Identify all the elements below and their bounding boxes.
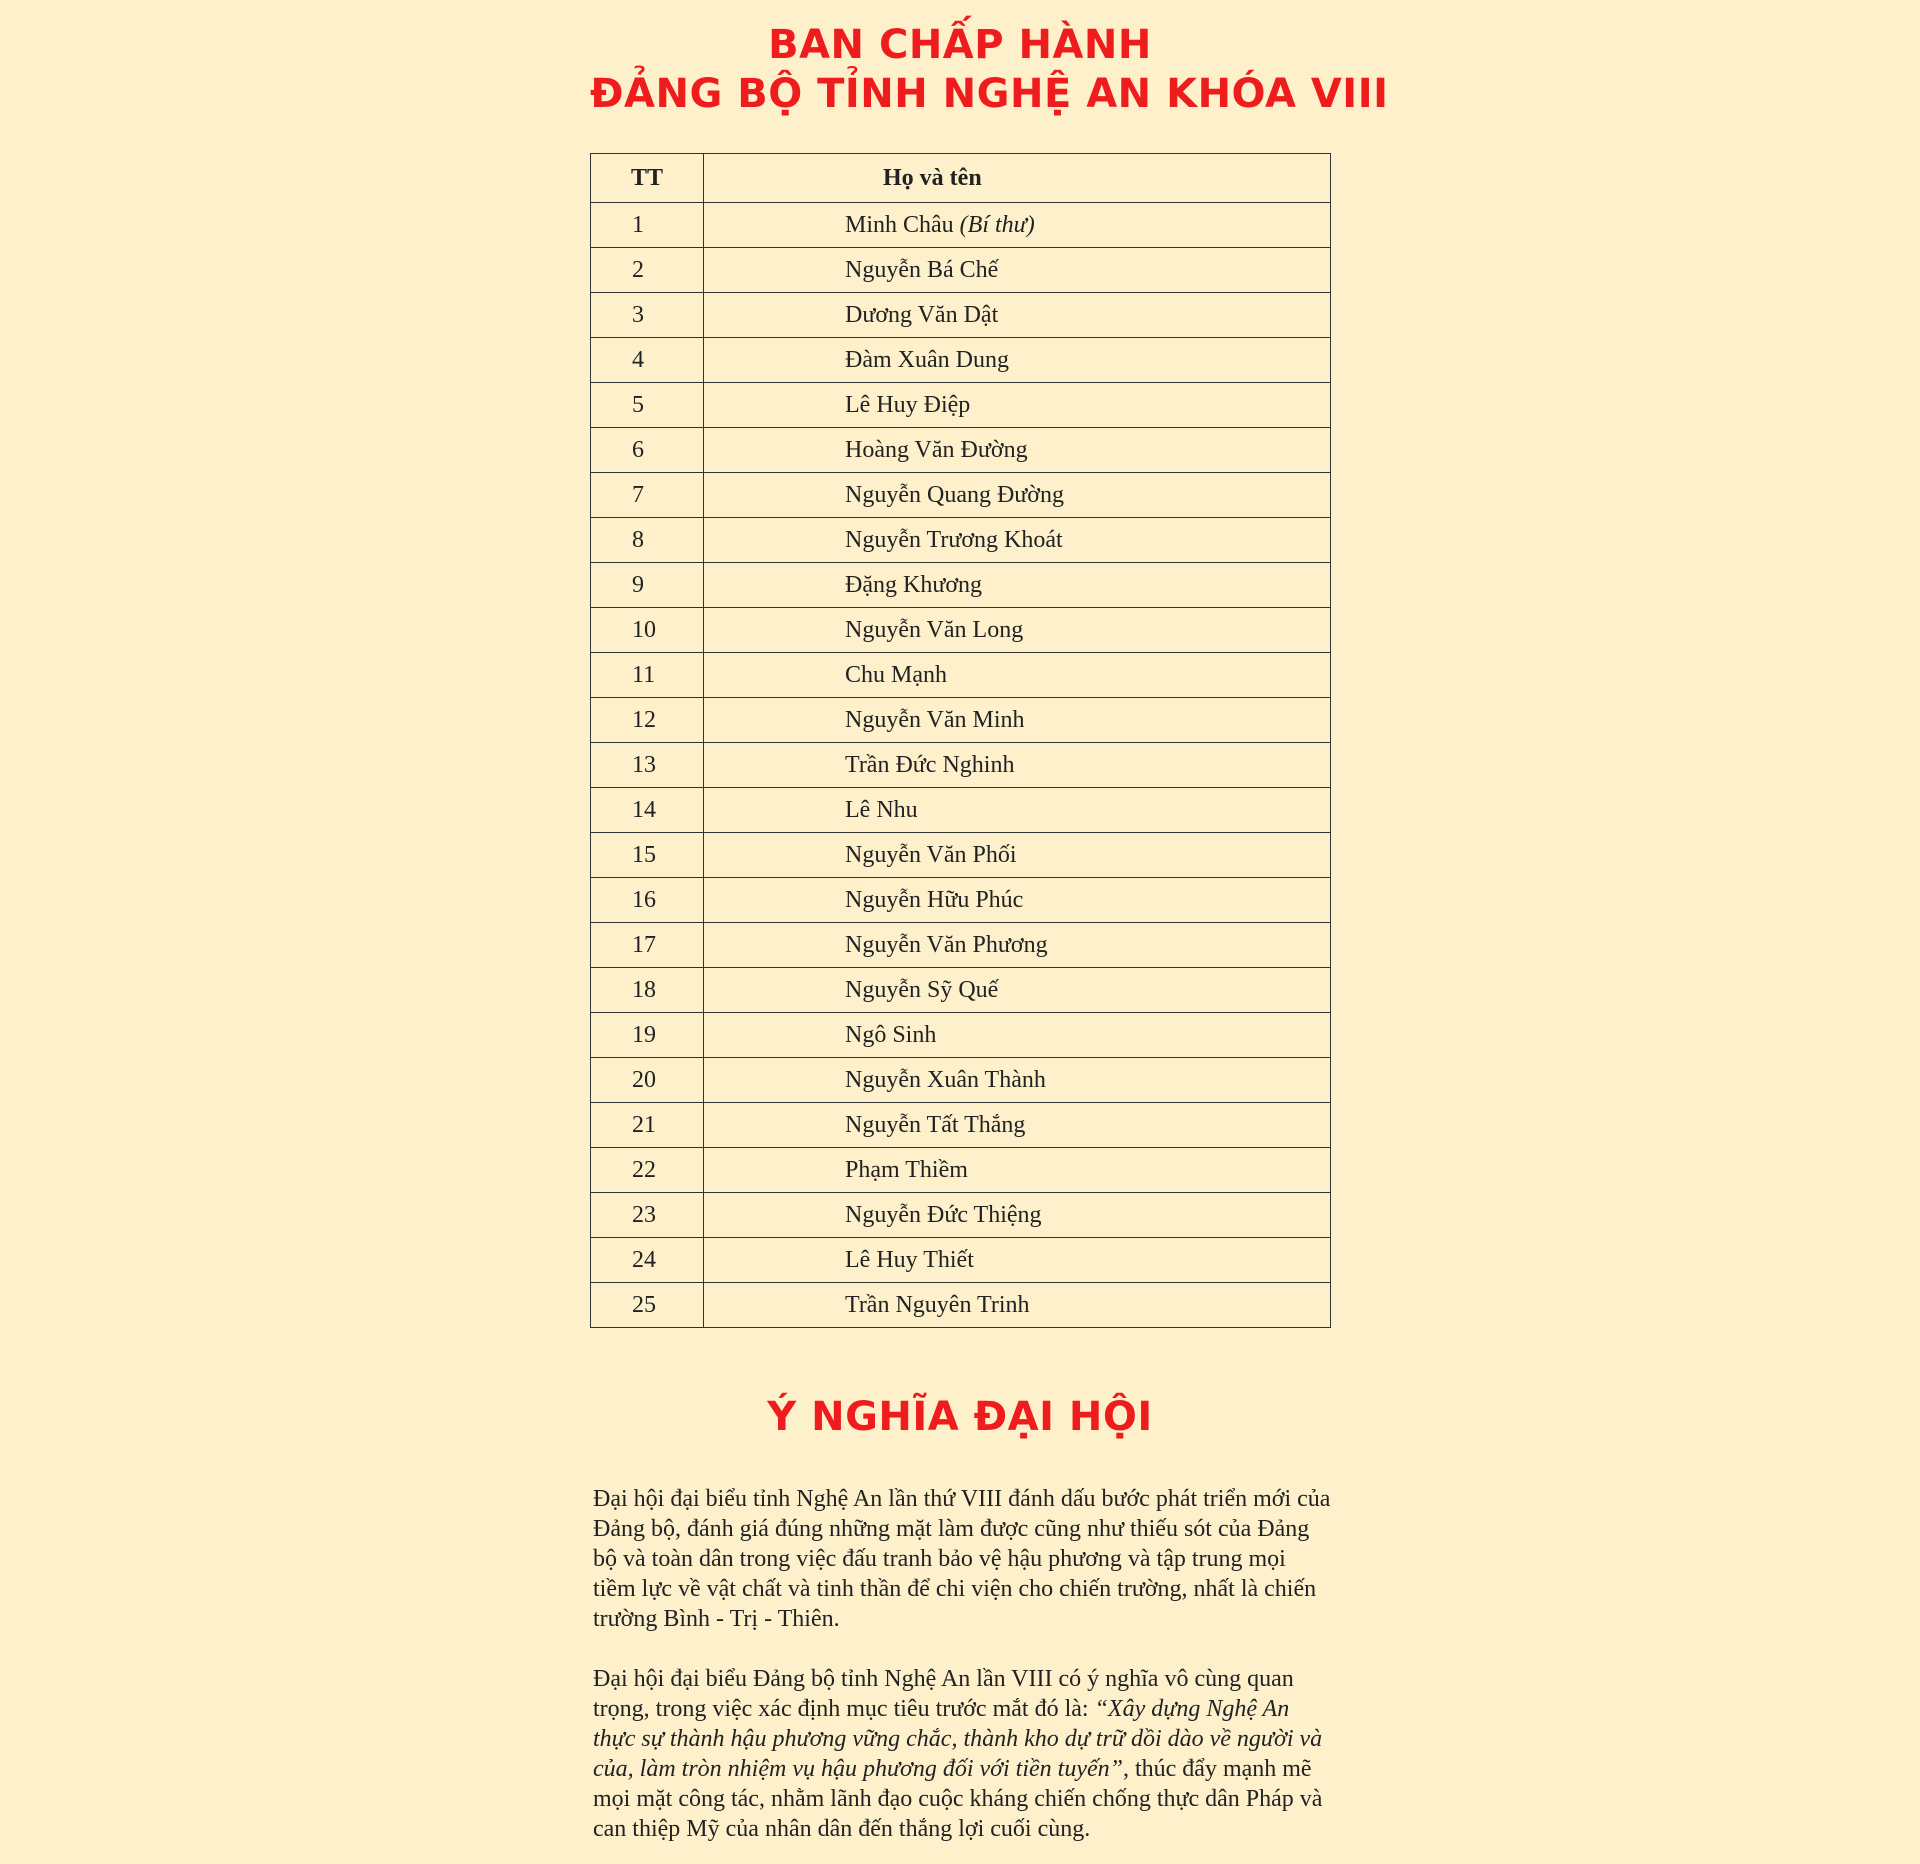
paragraph-2-after: , thúc đẩy mạnh mẽ mọi mặt công tác, nhằm lãnh đạo cuộc kháng chiến chống thực dân Pháp và can thiệp Mỹ của nhân dân đến thắng lợi cuối cùng. [593,1756,1323,1842]
table-row [591,878,1331,923]
table-row [591,743,1331,788]
row-number: 6 [591,428,704,473]
table-header-row [591,154,1331,203]
table-row [591,608,1331,653]
member-name: Nguyễn Bá Chế [845,256,999,283]
member-name-cell [704,248,1331,293]
member-name: Chu Mạnh [845,661,947,688]
member-name: Ngô Sinh [845,1021,937,1048]
member-name: Nguyễn Xuân Thành [845,1066,1046,1093]
member-name-cell [704,743,1331,788]
member-name-cell [704,833,1331,878]
row-number: 17 [591,923,704,968]
page-title-text [590,21,1389,119]
row-number: 3 [591,293,704,338]
member-name: Nguyễn Văn Phương [845,931,1048,958]
row-number: 11 [591,653,704,698]
row-number: 5 [591,383,704,428]
table-row [591,1103,1331,1148]
member-name-cell [704,968,1331,1013]
table-row [591,968,1331,1013]
member-name: Minh Châu [845,211,954,238]
row-number: 13 [591,743,704,788]
row-number: 9 [591,563,704,608]
member-name: Đặng Khương [845,571,983,598]
member-name-cell [704,293,1331,338]
member-name-cell [704,473,1331,518]
row-number: 2 [591,248,704,293]
paragraph-2-quote: “Xây dựng Nghệ An thực sự thành hậu phương vững chắc, thành kho dự trữ dồi dào về người và của, làm tròn nhiệm vụ hậu phương đối với tiền tuyến” [593,1696,1323,1782]
member-name: Nguyễn Văn Minh [845,706,1025,733]
table-row [591,788,1331,833]
member-name: Nguyễn Hữu Phúc [845,886,1024,913]
row-number: 25 [591,1283,704,1328]
member-name: Trần Đức Nghinh [845,751,1015,778]
member-name: Nguyễn Quang Đường [845,481,1064,508]
row-number: 21 [591,1103,704,1148]
member-name: Trần Nguyên Trinh [845,1291,1030,1318]
paragraph-1: Đại hội đại biểu tỉnh Nghệ An lần thứ VIII đánh dấu bước phát triển mới của Đảng bộ, đánh giá đúng những mặt làm được cũng như thiếu sót của Đảng bộ và toàn dân trong việc đấu tranh bảo vệ hậu phương và tập trung mọi tiềm lực về vật chất và tinh thần để chi viện cho chiến trường, nhất là chiến trường Bình - Trị - Thiên. [593,1486,1331,1632]
member-name-cell [704,383,1331,428]
member-name-cell [704,923,1331,968]
member-name-cell [704,1058,1331,1103]
table-row [591,1148,1331,1193]
member-name-cell [704,653,1331,698]
member-name-cell [704,203,1331,248]
row-number: 24 [591,1238,704,1283]
member-name: Nguyễn Văn Long [845,616,1024,643]
member-name-cell [704,428,1331,473]
title-line-1: BAN CHẤP HÀNH [768,22,1152,68]
table-row [591,473,1331,518]
member-name-cell [704,788,1331,833]
member-name: Phạm Thiềm [845,1156,968,1183]
member-name: Nguyễn Văn Phối [845,841,1017,868]
member-name-cell [704,1148,1331,1193]
member-name-cell [704,878,1331,923]
table-row [591,1283,1331,1328]
member-name: Nguyễn Sỹ Quế [845,976,999,1003]
table-row [591,698,1331,743]
row-number: 23 [591,1193,704,1238]
table-row [591,653,1331,698]
title-line-2: ĐẢNG BỘ TỈNH NGHỆ AN KHÓA VIII [590,71,1389,117]
table-row [591,563,1331,608]
member-name-cell [704,1238,1331,1283]
table-row [591,383,1331,428]
members-table-body [591,203,1331,1328]
member-name: Lê Huy Thiết [845,1246,974,1273]
table-row [591,428,1331,473]
member-name-cell [704,563,1331,608]
member-name: Dương Văn Dật [845,301,999,328]
row-number: 8 [591,518,704,563]
row-number: 19 [591,1013,704,1058]
member-name-cell [704,608,1331,653]
member-name: Nguyễn Tất Thắng [845,1111,1026,1138]
table-row [591,1013,1331,1058]
row-number: 7 [591,473,704,518]
member-name: Nguyễn Trương Khoát [845,526,1063,553]
row-number: 14 [591,788,704,833]
member-name: Nguyễn Đức Thiệng [845,1201,1042,1228]
table-row [591,1058,1331,1103]
row-number: 1 [591,203,704,248]
paragraph-2 [593,1664,1333,1844]
table-row [591,293,1331,338]
row-number: 18 [591,968,704,1013]
row-number: 10 [591,608,704,653]
column-header-tt: TT [591,154,704,203]
members-table [590,153,1331,1328]
member-name: Đàm Xuân Dung [845,346,1009,373]
member-name-cell [704,1283,1331,1328]
section-heading [590,1393,1330,1442]
table-row [591,833,1331,878]
member-name: Lê Nhu [845,796,918,823]
member-name-cell [704,518,1331,563]
row-number: 12 [591,698,704,743]
page-title [590,21,1389,119]
row-number: 16 [591,878,704,923]
table-row [591,518,1331,563]
member-name-cell [704,338,1331,383]
table-row [591,338,1331,383]
table-row [591,923,1331,968]
row-number: 22 [591,1148,704,1193]
member-name-cell [704,1103,1331,1148]
table-row [591,1238,1331,1283]
member-name-cell [704,1013,1331,1058]
member-name: Lê Huy Điệp [845,391,971,418]
member-name: Hoàng Văn Đường [845,436,1028,463]
row-number: 20 [591,1058,704,1103]
section-heading-text: Ý NGHĨA ĐẠI HỘI [767,1394,1153,1440]
member-name-cell [704,1193,1331,1238]
table-row [591,248,1331,293]
member-role-note: (Bí thư) [959,211,1035,238]
row-number: 4 [591,338,704,383]
table-row [591,203,1331,248]
row-number: 15 [591,833,704,878]
paragraph-2-before: Đại hội đại biểu Đảng bộ tỉnh Nghệ An lần VIII có ý nghĩa vô cùng quan trọng, trong việc xác định mục tiêu trước mắt đó là: [593,1666,1294,1722]
table-row [591,1193,1331,1238]
column-header-name: Họ và tên [704,154,1331,203]
member-name-cell [704,698,1331,743]
